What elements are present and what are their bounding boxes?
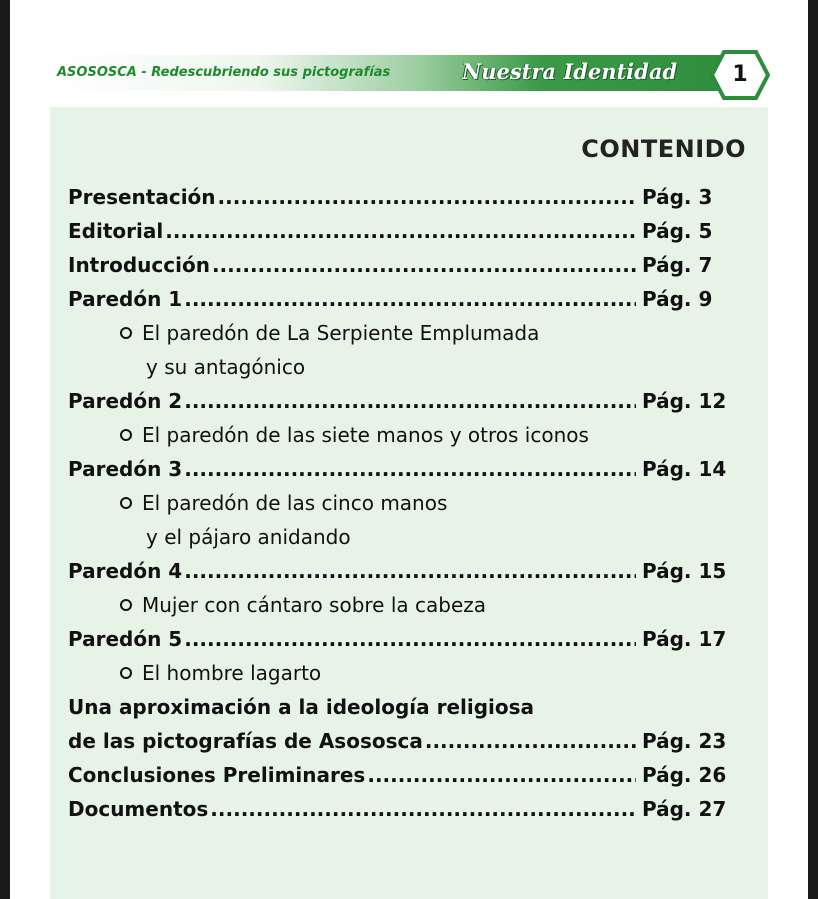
toc-entry — [68, 797, 728, 831]
toc-entry — [68, 253, 728, 287]
circle-bullet-icon — [120, 599, 132, 611]
page-number-badge — [710, 49, 770, 101]
toc-entry-title: Presentación — [68, 185, 216, 209]
section-name: Nuestra Identidad — [462, 59, 678, 84]
toc-entry-page: Pág. 27 — [642, 797, 727, 821]
circle-bullet-icon — [120, 497, 132, 509]
toc-entry-page: Pág. 15 — [642, 559, 727, 583]
toc-subentry-title: y su antagónico — [146, 355, 306, 379]
toc-entry-title: de las pictografías de Asososca — [68, 729, 423, 753]
toc-entry-page: Pág. 26 — [642, 763, 727, 787]
toc-entry-title: Paredón 2 — [68, 389, 183, 413]
toc-leader-dots — [367, 763, 636, 787]
circle-bullet-icon — [120, 667, 132, 679]
toc-subentry — [68, 661, 728, 695]
toc-entry-title: Editorial — [68, 219, 164, 243]
toc-subentry — [68, 491, 728, 525]
toc-entry — [68, 729, 728, 763]
toc-leader-dots — [184, 627, 636, 651]
toc-entry — [68, 627, 728, 661]
toc-leader-dots — [184, 287, 636, 311]
toc-leader-dots — [212, 253, 636, 277]
toc-entry-title: Paredón 5 — [68, 627, 183, 651]
toc-list — [68, 185, 728, 831]
toc-entry-title: Introducción — [68, 253, 210, 277]
toc-entry — [68, 219, 728, 253]
toc-subentry — [68, 423, 728, 457]
toc-entry-page: Pág. 9 — [642, 287, 713, 311]
toc-subentry-title: El paredón de las cinco manos — [142, 491, 448, 515]
toc-entry — [68, 185, 728, 219]
toc-entry — [68, 287, 728, 321]
toc-subentry-continuation — [68, 525, 728, 559]
toc-subentry-continuation — [68, 355, 728, 389]
page-header — [10, 55, 808, 95]
toc-entry-title: Paredón 1 — [68, 287, 183, 311]
toc-subentry-title: y el pájaro anidando — [146, 525, 351, 549]
toc-subentry-title: El hombre lagarto — [142, 661, 322, 685]
circle-bullet-icon — [120, 429, 132, 441]
toc-entry-page: Pág. 3 — [642, 185, 713, 209]
toc-entry — [68, 695, 728, 729]
page-number: 1 — [732, 62, 748, 87]
toc-subentry — [68, 593, 728, 627]
toc-entry-page: Pág. 5 — [642, 219, 713, 243]
toc-entry-page: Pág. 23 — [642, 729, 727, 753]
toc-entry — [68, 457, 728, 491]
toc-subentry — [68, 321, 728, 355]
toc-leader-dots — [184, 389, 636, 413]
toc-entry-page: Pág. 7 — [642, 253, 713, 277]
toc-leader-dots — [210, 797, 636, 821]
toc-subentry-title: El paredón de La Serpiente Emplumada — [142, 321, 540, 345]
toc-heading: CONTENIDO — [581, 135, 746, 163]
toc-entry-page: Pág. 12 — [642, 389, 727, 413]
circle-bullet-icon — [120, 327, 132, 339]
contents-panel — [50, 107, 768, 899]
toc-entry — [68, 763, 728, 797]
toc-entry — [68, 559, 728, 593]
toc-entry-title: Paredón 3 — [68, 457, 183, 481]
toc-entry-page: Pág. 17 — [642, 627, 727, 651]
running-title: ASOSOSCA - Redescubriendo sus pictografías — [57, 65, 391, 80]
toc-entry — [68, 389, 728, 423]
toc-subentry-title: El paredón de las siete manos y otros iconos — [142, 423, 589, 447]
toc-entry-title: Una aproximación a la ideología religiosa — [68, 695, 535, 719]
toc-leader-dots — [165, 219, 636, 243]
toc-entry-page: Pág. 14 — [642, 457, 727, 481]
toc-leader-dots — [184, 457, 636, 481]
toc-entry-title: Paredón 4 — [68, 559, 183, 583]
document-page — [10, 0, 808, 899]
toc-leader-dots — [218, 185, 636, 209]
toc-leader-dots — [425, 729, 636, 753]
toc-leader-dots — [184, 559, 636, 583]
toc-entry-title: Conclusiones Preliminares — [68, 763, 366, 787]
toc-entry-title: Documentos — [68, 797, 209, 821]
toc-subentry-title: Mujer con cántaro sobre la cabeza — [142, 593, 487, 617]
